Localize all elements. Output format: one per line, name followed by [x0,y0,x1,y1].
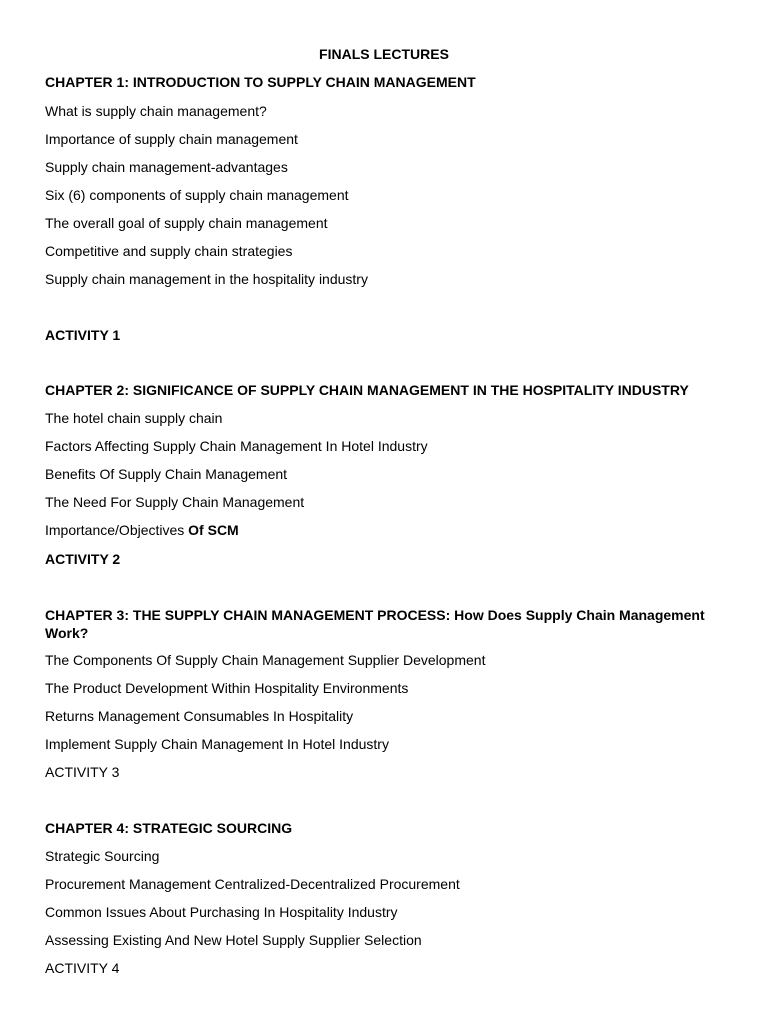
chapter-4-item: Strategic Sourcing [45,848,160,864]
chapter-2-item: The hotel chain supply chain [45,410,223,426]
chapter-3-item: Implement Supply Chain Management In Hotel Industry [45,736,389,752]
chapter-1-heading: CHAPTER 1: INTRODUCTION TO SUPPLY CHAIN MANAGEMENT [45,74,476,90]
chapter-1-item: Six (6) components of supply chain management [45,187,349,203]
chapter-4-heading: CHAPTER 4: STRATEGIC SOURCING [45,820,293,836]
chapter-2-heading: CHAPTER 2: SIGNIFICANCE OF SUPPLY CHAIN MANAGEMENT IN THE HOSPITALITY INDUSTRY [45,382,689,398]
chapter-4-item: Common Issues About Purchasing In Hospitality Industry [45,904,398,920]
chapter-1-item: Importance of supply chain management [45,131,298,147]
chapter-2-item: Factors Affecting Supply Chain Management In Hotel Industry [45,438,428,454]
chapter-1-item: Supply chain management in the hospitality industry [45,271,368,287]
chapter-2-item: The Need For Supply Chain Management [45,494,305,510]
chapter-3-item: The Product Development Within Hospitality Environments [45,680,409,696]
activity-3-label: ACTIVITY 3 [45,764,120,780]
chapter-1-item: Competitive and supply chain strategies [45,243,293,259]
chapter-3-item: Returns Management Consumables In Hospitality [45,708,354,724]
chapter-2-item: Benefits Of Supply Chain Management [45,466,288,482]
document-title: FINALS LECTURES [319,46,449,62]
chapter-1-item: Supply chain management-advantages [45,159,288,175]
activity-1-label: ACTIVITY 1 [45,327,121,343]
activity-4-label: ACTIVITY 4 [45,960,120,976]
activity-2-label: ACTIVITY 2 [45,551,121,567]
chapter-3-heading: CHAPTER 3: THE SUPPLY CHAIN MANAGEMENT PROCESS: How Does Supply Chain Management Work? [45,607,705,641]
chapter-2-item-bold: Of SCM [188,522,239,538]
chapter-1-item: The overall goal of supply chain management [45,215,328,231]
chapter-4-item: Procurement Management Centralized-Decentralized Procurement [45,876,460,892]
chapter-4-item: Assessing Existing And New Hotel Supply Supplier Selection [45,932,422,948]
chapter-3-item: The Components Of Supply Chain Management Supplier Development [45,652,486,668]
chapter-2-item [45,522,239,539]
chapter-1-item: What is supply chain management? [45,103,267,119]
chapter-2-item-plain: Importance/Objectives [45,522,189,538]
